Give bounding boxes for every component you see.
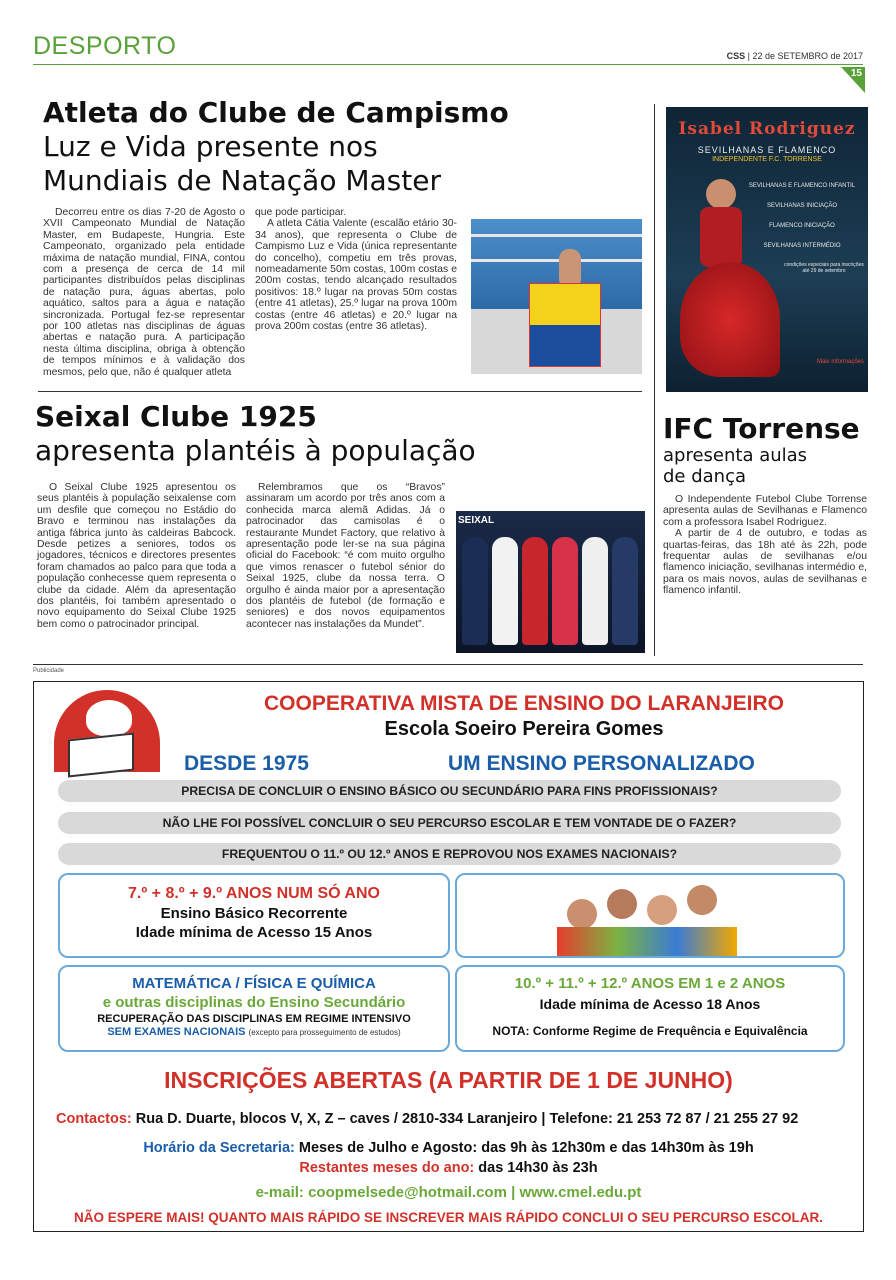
- column-divider: [654, 104, 655, 656]
- issue-date: 22 de SETEMBRO de 2017: [752, 51, 863, 61]
- hours2-text: das 14h30 às 23h: [478, 1160, 598, 1176]
- photo-banner-text: SEIXAL: [458, 515, 495, 526]
- player: [552, 537, 578, 645]
- hours-text: Meses de Julho e Agosto: das 9h às 12h30m e das 14h30m às 19h: [298, 1140, 754, 1156]
- hours2-label: Restantes meses do ano:: [299, 1160, 475, 1176]
- students-clothes: [557, 927, 737, 957]
- ad-hours: [34, 1140, 863, 1156]
- ad-title: COOPERATIVA MISTA DE ENSINO DO LARANJEIRO: [264, 692, 784, 715]
- article3-title-line2: apresenta aulas: [663, 445, 808, 466]
- dancer-torso: [700, 207, 742, 267]
- logo-bird-icon: [86, 700, 132, 736]
- hours-label: Horário da Secretaria:: [143, 1140, 295, 1156]
- article1-col1: [43, 207, 245, 378]
- header-meta: CSS | 22 de SETEMBRO de 2017: [726, 51, 863, 61]
- article1-title-line2: Luz e Vida presente nos: [43, 130, 378, 163]
- lane-rope: [471, 234, 642, 237]
- box1-line2: Ensino Básico Recorrente: [160, 905, 348, 922]
- box2-line4: SEM EXAMES NACIONAIS: [107, 1026, 246, 1038]
- lane-rope: [471, 259, 642, 262]
- article1-paragraph: Decorreu entre os dias 7-20 de Agosto o XVII Campeonato Mundial de Natação Master, em Budapeste, Hungria. Este Campeonato, organizado pela entidade máxima de natação mundial, FINA, contou com a presença de cerca de 14 mil participantes distribuídos pelas disciplinas de natação pura, águas abertas, polo aquático, saltos para a água e natação sincronizada. Portugal fez-se representar por 100 atletas nas disciplinas de águas abertas e natação pura. A participação nesta última disciplina, obriga à obtenção de tempos mínimos e à validação dos mesmos, pelo que, não é qualquer atleta: [43, 207, 245, 378]
- player: [612, 537, 638, 645]
- article2-col2: [246, 482, 445, 630]
- ad-box-basic: [58, 873, 450, 958]
- ad-box-secondary: [58, 965, 450, 1052]
- student: [567, 899, 597, 929]
- box2-line2: e outras disciplinas do Ensino Secundário: [102, 994, 406, 1011]
- divider: [38, 391, 642, 392]
- contacts-label: Contactos:: [56, 1111, 132, 1127]
- student: [607, 889, 637, 919]
- poster-name: Isabel Rodriguez: [678, 119, 856, 139]
- article2-title-line2: apresenta plantéis à população: [35, 434, 476, 467]
- box3-heading: 10.º + 11.º + 12.º ANOS EM 1 e 2 ANOS: [514, 975, 786, 992]
- player: [522, 537, 548, 645]
- poster-note: condições especiais para inscrições até 29 de setembro: [784, 262, 864, 274]
- player: [492, 537, 518, 645]
- box2-heading: MATEMÁTICA / FÍSICA E QUÍMICA: [132, 975, 376, 992]
- ad-question-3: FREQUENTOU O 11.º OU 12.º ANOS E REPROVOU NOS EXAMES NACIONAIS?: [58, 843, 841, 865]
- ad-school-name: Escola Soeiro Pereira Gomes: [384, 718, 664, 740]
- article2-title-bold: Seixal Clube 1925: [35, 400, 317, 433]
- dancer-head: [706, 179, 736, 209]
- article3-title-line3: de dança: [663, 466, 747, 487]
- ad-website[interactable]: www.cmel.edu.pt: [519, 1184, 642, 1201]
- article1-title-line3: Mundiais de Natação Master: [43, 164, 441, 197]
- poster-class: SEVILHANAS INICIAÇÃO: [766, 203, 838, 209]
- divider: [33, 664, 863, 665]
- ad-question-2: NÃO LHE FOI POSSÍVEL CONCLUIR O SEU PERCURSO ESCOLAR E TEM VONTADE DE O FAZER?: [58, 812, 841, 834]
- swimmer-photo: [471, 219, 642, 374]
- ad-registration: INSCRIÇÕES ABERTAS (A PARTIR DE 1 DE JUNHO): [164, 1067, 733, 1093]
- article2-headline: [35, 400, 645, 468]
- box2-note: (excepto para prosseguimento de estudos): [248, 1028, 401, 1037]
- section-title: DESPORTO: [33, 32, 177, 60]
- header-rule: [33, 64, 863, 65]
- poster-class: SEVILHANAS INTERMÉDIO: [763, 243, 841, 249]
- school-advertisement: [33, 681, 864, 1232]
- article1-col2: [255, 207, 457, 332]
- ad-label: Publicidade: [33, 668, 65, 674]
- page-number: 15: [850, 68, 862, 79]
- poster-class: SEVILHANAS E FLAMENCO INFANTIL: [748, 183, 856, 189]
- ad-contacts: [56, 1111, 856, 1127]
- ad-slogan: UM ENSINO PERSONALIZADO: [448, 752, 755, 775]
- poster-club: INDEPENDENTE F.C. TORRENSE: [712, 156, 822, 163]
- poster-subtitle: SEVILHANAS E FLAMENCO: [697, 145, 837, 155]
- team-photo: [456, 511, 645, 653]
- article3-headline: [663, 412, 863, 488]
- ad-web: e-mail: coopmelsede@hotmail.com | www.cmel.edu.pt: [255, 1184, 642, 1201]
- dancer-dress: [680, 262, 780, 377]
- box1-line3: Idade mínima de Acesso 15 Anos: [135, 924, 373, 941]
- ad-hours2: [34, 1160, 863, 1176]
- box3-line2: Idade mínima de Acesso 18 Anos: [539, 996, 761, 1012]
- poster-class: FLAMENCO INICIAÇÃO: [769, 223, 835, 229]
- box3-note: NOTA: Conforme Regime de Frequência e Equivalência: [492, 1024, 808, 1038]
- article1-headline: [43, 96, 643, 198]
- ad-box-upper: [455, 965, 845, 1052]
- ad-since: DESDE 1975: [184, 752, 309, 775]
- article3-paragraph2: A partir de 4 de outubro, e todas as quartas-feiras, das 18h até às 22h, pode frequentar aulas de sevilhanas e/ou flamenco iniciação, sevilhanas intermédio e, para os mais novos, aulas de sevilhanas e flamenco infantil.: [663, 528, 867, 597]
- logo-book-icon: [68, 733, 134, 778]
- article2-paragraph2: Relembramos que os “Bravos” assinaram um acordo por três anos com a conhecida marca alemã Adidas. Já o patrocinador das camisolas é o restaurante Mundet Factory, que relativo à apresentação pode ler-se na sua página oficial do Facebook: “é com muito orgulho que vimos renascer o futebol sénior do Seixal 1925, clube da nossa terra. O orgulho é ainda maior por a apresentação dos plantéis de futebol (de formação e seniores) e dos novos equipamentos acontecer nas instalações da Mundet”.: [246, 482, 445, 630]
- poster-footer: Mais informações: [816, 359, 864, 365]
- brand: CSS: [726, 51, 746, 61]
- contacts-text: Rua D. Duarte, blocos V, X, Z – caves / 2810-334 Laranjeiro | Telefone: 21 253 72 87 / 21 255 27 92: [135, 1111, 799, 1127]
- student: [647, 895, 677, 925]
- ad-email[interactable]: e-mail: coopmelsede@hotmail.com: [255, 1184, 507, 1201]
- article3-title-bold: IFC Torrense: [663, 412, 860, 445]
- article2-col1: [37, 482, 236, 630]
- ad-question-1: PRECISA DE CONCLUIR O ENSINO BÁSICO OU SECUNDÁRIO PARA FINS PROFISSIONAIS?: [58, 780, 841, 802]
- dance-poster: [666, 107, 868, 392]
- club-flag: [529, 283, 601, 367]
- article1-paragraph-cont: que pode participar.: [255, 207, 347, 218]
- student: [687, 885, 717, 915]
- player: [582, 537, 608, 645]
- article3-body: [663, 494, 867, 597]
- ad-footer: NÃO ESPERE MAIS! QUANTO MAIS RÁPIDO SE INSCREVER MAIS RÁPIDO CONCLUI O SEU PERCURSO ESCOLAR.: [73, 1210, 824, 1225]
- box2-line3: RECUPERAÇÃO DAS DISCIPLINAS EM REGIME INTENSIVO: [97, 1013, 411, 1025]
- box1-heading: 7.º + 8.º + 9.º ANOS NUM SÓ ANO: [128, 885, 380, 902]
- article2-paragraph: O Seixal Clube 1925 apresentou os seus plantéis à população seixalense com um desfile que começou no Estádio do Bravo e terminou nas instalações da antiga fábrica junto às caldeiras Babcock. Desde petizes a seniores, todos os jogadores, técnicos e directores presentes foram chamados ao palco para que toda a população conhecesse quem representa o clube da cidade. Além da apresentação dos plantéis, foi também apresentado o novo equipamento do Seixal Clube 1925 bem como o patrocinador principal.: [37, 482, 236, 630]
- article3-paragraph: O Independente Futebol Clube Torrense apresenta aulas de Sevilhanas e Flamenco com a professora Isabel Rodriguez.: [663, 494, 867, 528]
- article1-paragraph2: A atleta Cátia Valente (escalão etário 30-34 anos), que representa o Clube de Campismo Luz e Vida (única representante do concelho), competiu em três provas, nomeadamente 50m costas, 100m costas e 200m costas, tendo alcançado resultados positivos: 18.º lugar na provas 50m costas (entre 41 atletas), 25.º lugar na prova 100m costas (entre 46 atletas) e 20.º lugar na prova 200m costas (entre 36 atletas).: [255, 218, 457, 333]
- player: [462, 537, 488, 645]
- ad-box-photo: [455, 873, 845, 958]
- article1-title-bold: Atleta do Clube de Campismo: [43, 96, 509, 129]
